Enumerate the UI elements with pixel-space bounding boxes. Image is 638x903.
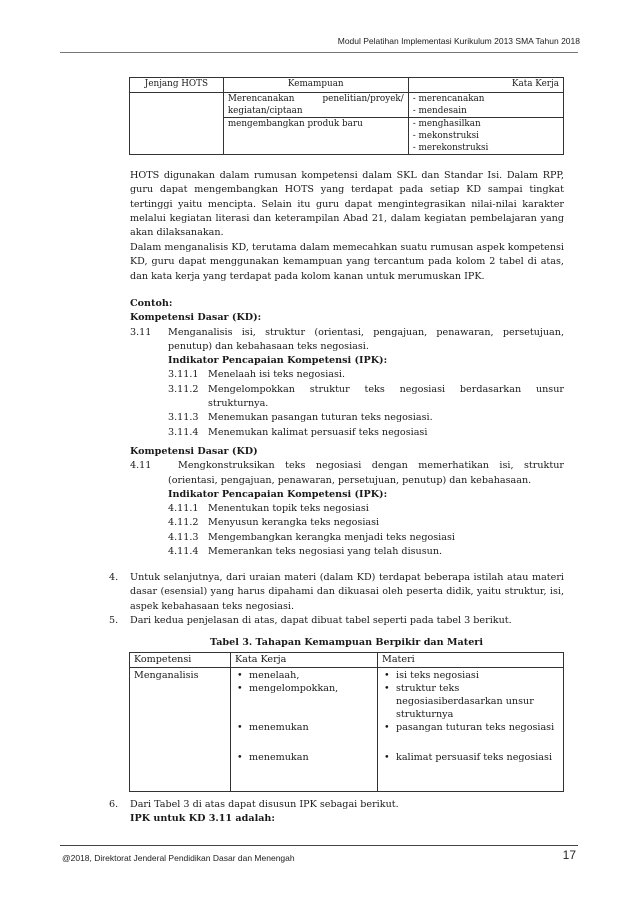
kd-text-line: penutup) dan kebahasaan teks negosiasi.: [168, 340, 369, 352]
list-item: • menemukan: [235, 721, 373, 734]
ipk-number: 4.11.2: [168, 517, 199, 529]
hots-paragraph: HOTS digunakan dalam rumusan kompetensi dalam SKL dan Standar Isi. Dalam RPP, guru dapat mengembangkan HOTS yang terdapat pada setiap KD sampai tingkat tertinggi yaitu mencipta. Selain itu guru dapat mengintegrasikan nilai-nilai karakter melalui kegiatan literasi dan keterampilan Abad 21, dalam kegiatan pembelajaran yang akan dilaksanakan.: [130, 170, 564, 239]
kd-statement: [130, 459, 564, 473]
kd-heading: Kompetensi Dasar (KD): [130, 446, 258, 457]
kd-text-line: (orientasi, pengajuan, penawaran, persetujuan, penutup) dan kebahasaan.: [168, 474, 532, 486]
ipk-block: [130, 488, 564, 559]
ipk-text: Menyusun kerangka teks negosiasi: [208, 517, 380, 529]
kd-text-line: Menganalisis isi, struktur (orientasi, pengajuan, penawaran, persetujuan,: [168, 326, 564, 338]
list-item: - merekonstruksi: [413, 142, 559, 154]
table-row: [130, 668, 564, 792]
list-item: - mekonstruksi: [413, 130, 559, 142]
item-subheading: IPK untuk KD 3.11 adalah:: [130, 813, 275, 825]
footer-copyright: @2018, Direktorat Jenderal Pendidikan Dasar dan Menengah: [62, 853, 295, 863]
ipk-number: 3.11.2: [168, 383, 199, 395]
materi-cell: [378, 668, 564, 792]
page-number: 17: [562, 848, 576, 862]
item-number: 4.: [109, 572, 119, 583]
ipk-number: 3.11.4: [168, 426, 199, 438]
list-item: • mengelompokkan,: [235, 682, 373, 695]
ipk-text: Menelaah isi teks negosiasi.: [208, 369, 346, 381]
item-text: Dari Tabel 3 di atas dapat disusun IPK sebagai berikut.: [130, 799, 399, 810]
ipk-heading: Indikator Pencapaian Kompetensi (IPK):: [168, 488, 388, 500]
hots-kata-kerja-cell: [408, 93, 563, 118]
hots-kemampuan-cell: [223, 118, 408, 155]
list-item: [168, 531, 564, 545]
kd-number: 3.11: [130, 326, 152, 338]
ipk-number: 4.11.1: [168, 503, 199, 515]
list-item: • kalimat persuasif teks negosiasi: [382, 751, 559, 764]
ipk-text: Menemukan pasangan tuturan teks negosiasi.: [208, 412, 433, 424]
hots-header-jenjang: Jenjang HOTS: [130, 78, 224, 93]
list-item: [168, 545, 564, 559]
hots-jenjang-cell: [130, 93, 224, 155]
kd-text-line: Mengkonstruksikan teks negosiasi dengan memerhatikan isi, struktur: [178, 460, 564, 472]
kata-kerja-cell: [231, 668, 378, 792]
table-row: [130, 93, 564, 118]
ipk-text: Mengembangkan kerangka menjadi teks negosiasi: [208, 531, 455, 543]
kompetensi-cell: Menganalisis: [130, 668, 231, 792]
ipk-number: 4.11.4: [168, 546, 199, 558]
kata-kerja-list: [235, 669, 373, 764]
list-item: [168, 426, 564, 440]
kd-statement: [130, 326, 564, 340]
item-number: 6.: [109, 799, 119, 810]
hots-table-header-row: [130, 78, 564, 93]
kd-number: 4.11: [130, 460, 152, 472]
numbered-item-5: [109, 614, 564, 628]
header-rule: [60, 52, 578, 53]
ipk-number: 3.11.3: [168, 412, 199, 424]
list-item: - merencanakan: [413, 93, 559, 105]
item-text: Dari kedua penjelasan di atas, dapat dibuat tabel seperti pada tabel 3 berikut.: [130, 615, 512, 626]
item-number: 5.: [109, 615, 119, 626]
list-item: [168, 368, 564, 382]
ipk-text: Menentukan topik teks negosiasi: [208, 503, 369, 515]
ipk-text: Mengelompokkan struktur teks negosiasi berdasarkan unsur: [208, 383, 564, 395]
table-3: [129, 652, 564, 792]
list-item: [168, 383, 564, 397]
item-text: Untuk selanjutnya, dari uraian materi (dalam KD) terdapat beberapa istilah atau materi dasar (esensial) yang harus dipahami dan dikuasai oleh peserta didik, yaitu struktur, isi, aspek kebahasaan teks negosiasi.: [130, 572, 564, 612]
numbered-item-4: [109, 571, 564, 614]
verb-list: [413, 93, 559, 117]
analysis-paragraph: Dalam menganalisis KD, terutama dalam memecahkan suatu rumusan aspek kompetensi KD, guru dapat menggunakan kemampuan yang tercantum pada kolom 2 tabel di atas, dan kata kerja yang terdapat pada kolom kanan untuk merumuskan IPK.: [130, 242, 564, 282]
ipk-block: [130, 354, 564, 440]
list-item: [168, 516, 564, 530]
hots-table: [129, 77, 564, 155]
materi-list: [382, 669, 559, 764]
item-text-block: [130, 798, 564, 827]
ipk-heading: Indikator Pencapaian Kompetensi (IPK):: [168, 355, 388, 367]
table-3-header-row: [130, 653, 564, 668]
hots-kata-kerja-cell: [408, 118, 563, 155]
list-item: - mendesain: [413, 105, 559, 117]
list-item: • menelaah,: [235, 669, 373, 682]
hots-kemampuan-line: mengembangkan produk baru: [227, 119, 363, 129]
hots-kemampuan-cell: [223, 93, 408, 118]
hots-kemampuan-line: Merencanakan penelitian/proyek/: [227, 94, 404, 104]
ipk-text: Memerankan teks negosiasi yang telah disusun.: [208, 546, 443, 558]
ipk-number: 4.11.3: [168, 531, 199, 543]
table-3-header-kompetensi: Kompetensi: [130, 653, 231, 668]
ipk-text: Menemukan kalimat persuasif teks negosiasi: [208, 426, 428, 438]
table-caption: Tabel 3. Tahapan Kemampuan Berpikir dan Materi: [209, 637, 484, 648]
list-item: - menghasilkan: [413, 118, 559, 130]
running-header: Modul Pelatihan Implementasi Kurikulum 2013 SMA Tahun 2018: [337, 36, 580, 46]
kd-heading: Kompetensi Dasar (KD):: [130, 312, 262, 324]
kd2-block: [130, 445, 564, 559]
list-item: [168, 411, 564, 425]
numbered-item-6: [109, 798, 564, 827]
verb-list: [413, 118, 559, 154]
list-item: • menemukan: [235, 751, 373, 764]
example-label: Contoh:: [130, 298, 173, 309]
hots-header-kata-kerja: Kata Kerja: [408, 78, 563, 93]
hots-header-kemampuan: Kemampuan: [223, 78, 408, 93]
list-item: • struktur teks negosiasiberdasarkan unsur strukturnya: [382, 682, 559, 721]
ipk-number: 3.11.1: [168, 369, 199, 381]
example-block: [130, 297, 564, 440]
list-item: • pasangan tuturan teks negosiasi: [382, 721, 559, 734]
ipk-text-continued: strukturnya.: [208, 398, 269, 410]
list-item: • isi teks negosiasi: [382, 669, 559, 682]
table-3-header-kata-kerja: Kata Kerja: [231, 653, 378, 668]
hots-kemampuan-line: kegiatan/ciptaan: [227, 106, 303, 116]
list-item: [168, 502, 564, 516]
footer-rule: [60, 845, 578, 846]
table-3-header-materi: Materi: [378, 653, 564, 668]
